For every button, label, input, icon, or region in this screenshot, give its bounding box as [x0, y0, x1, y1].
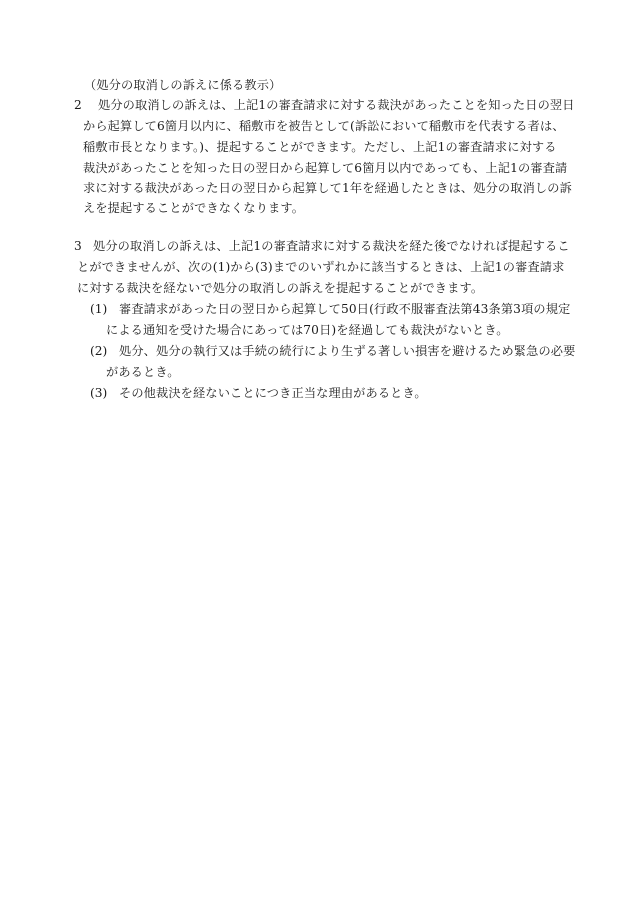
section-2-line: 処分の取消しの訴えは、上記1の審査請求に対する裁決があったことを知った日の翌日	[98, 98, 575, 112]
item-3-line: その他裁決を経ないことにつき正当な理由があるとき。	[119, 386, 427, 400]
section-2-line: 求に対する裁決があった日の翌日から起算して1年を経過したときは、処分の取消しの訴	[83, 181, 572, 195]
item-2-line: 処分、処分の執行又は手続の続行により生ずる著しい損害を避けるため緊急の必要	[119, 344, 576, 358]
section-2-line: 裁決があったことを知った日の翌日から起算して6箇月以内であっても、上記1の審査請	[83, 161, 568, 175]
item-2-line: があるとき。	[106, 365, 180, 379]
item-3-number: (3)	[90, 386, 108, 400]
section-3-line: とができませんが、次の(1)から(3)までのいずれかに該当するときは、上記1の審査請求	[77, 260, 565, 274]
item-2-number: (2)	[90, 344, 108, 358]
section-2-line: えを提起することができなくなります。	[83, 201, 305, 215]
section-3-line: 処分の取消しの訴えは、上記1の審査請求に対する裁決を経た後でなければ提起するこ	[93, 239, 570, 253]
item-1-line: 審査請求があった日の翌日から起算して50日(行政不服審査法第43条第3項の規定	[119, 302, 571, 316]
section-3-line: に対する裁決を経ないで処分の取消しの訴えを提起することができます。	[77, 281, 484, 295]
section-heading: （処分の取消しの訴えに係る教示）	[84, 78, 282, 92]
section-2-number: 2	[74, 98, 82, 112]
section-3-number: 3	[74, 239, 82, 253]
section-2-line: 稲敷市長となります。)、提起することができます。ただし、上記1の審査請求に対する	[83, 140, 557, 154]
section-2-line: から起算して6箇月以内に、稲敷市を被告として(訴訟において稲敷市を代表する者は、	[83, 119, 565, 133]
item-1-line: による通知を受けた場合にあっては70日)を経過しても裁決がないとき。	[106, 323, 509, 337]
item-1-number: (1)	[90, 302, 108, 316]
